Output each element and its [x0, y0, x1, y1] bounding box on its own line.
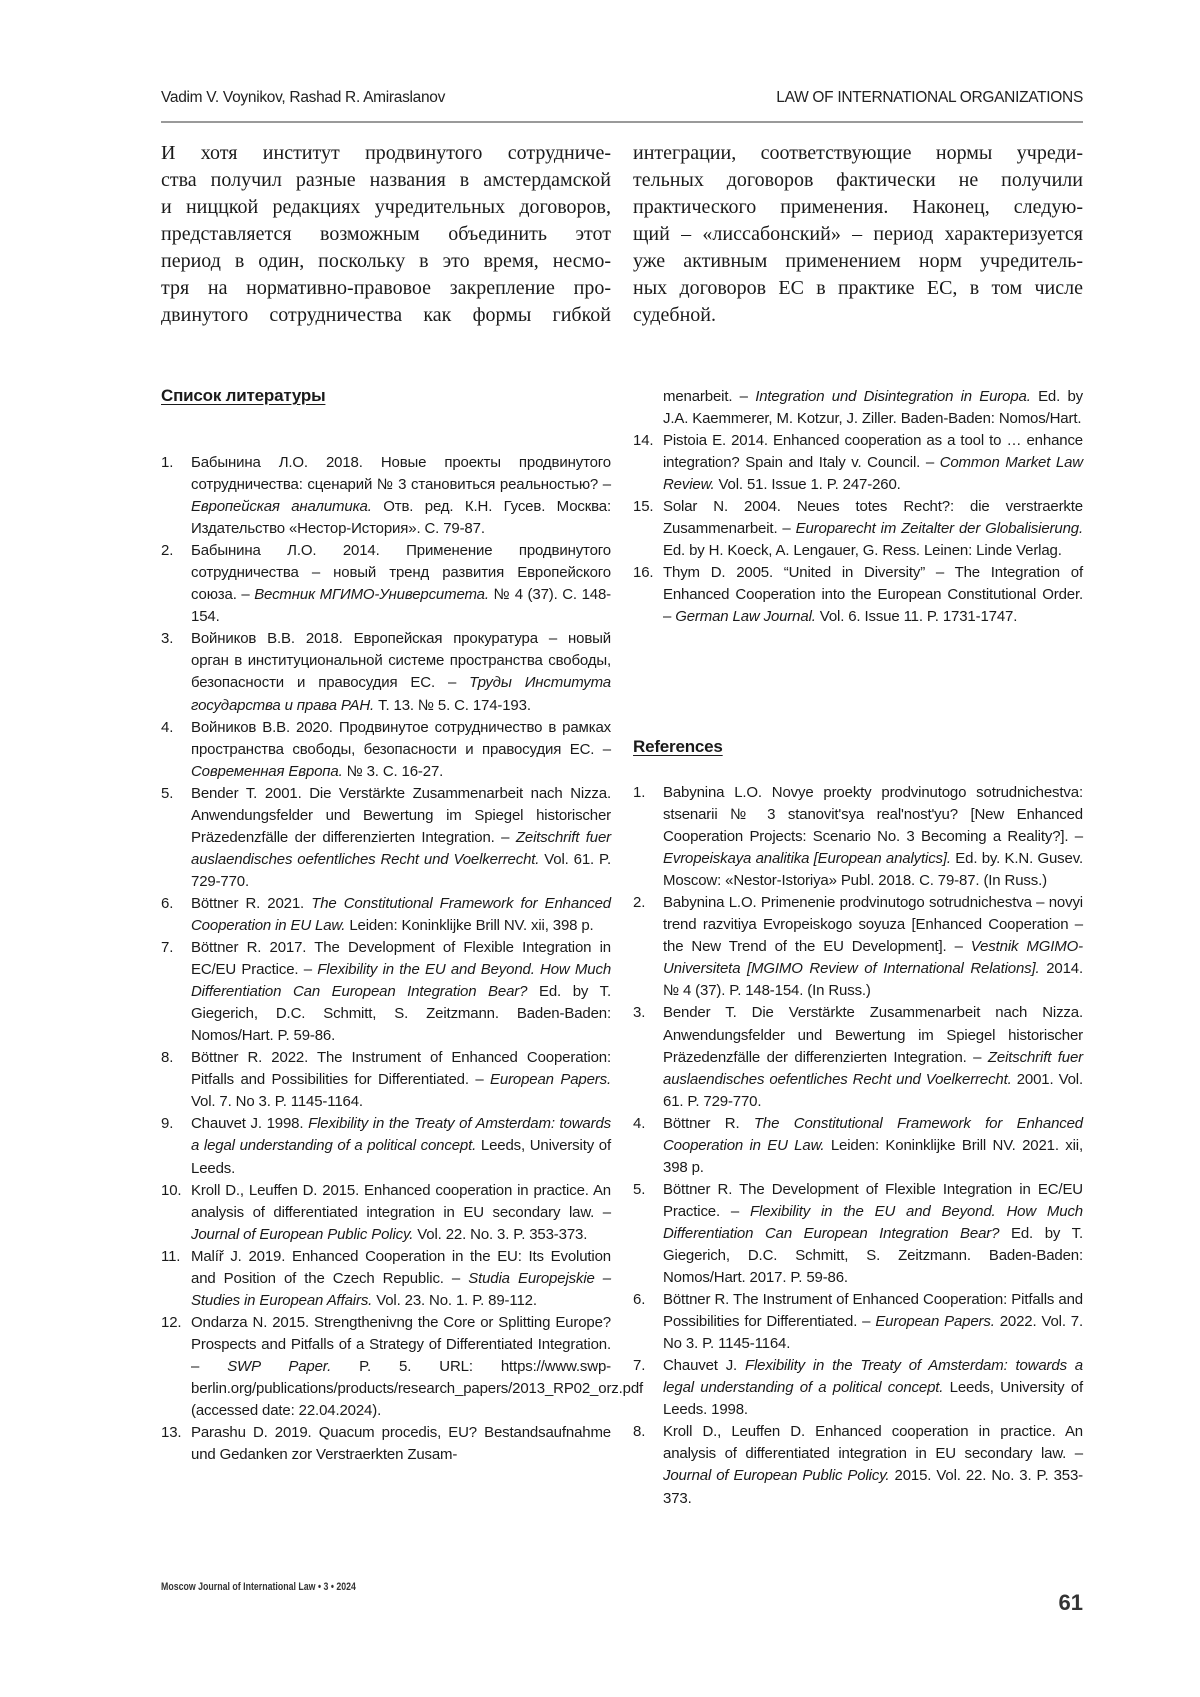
bibliography-list-ru: [161, 452, 611, 1466]
reference-item: [161, 452, 611, 540]
body-text-line: период в один, поскольку в это время, несмо-: [161, 248, 611, 275]
citation-text: Ed. by. K.N. Gusev. Moscow: «Nestor-Istoriya» Publ. 2018. C. 79-87. (In Russ.): [663, 850, 1083, 889]
reference-number: 4.: [161, 717, 173, 739]
reference-text: [663, 432, 1083, 493]
reference-text: [191, 454, 611, 537]
reference-number: 6.: [633, 1289, 645, 1311]
citation-text: Chauvet J.: [663, 1357, 745, 1374]
footer-journal-info: Moscow Journal of International Law • 3 • 2024: [161, 1581, 356, 1593]
body-text-line: ных договоров ЕС в практике ЕС, в том числе: [633, 275, 1083, 302]
citation-source-title: SWP Paper.: [227, 1358, 331, 1375]
reference-item: [633, 496, 1083, 562]
citation-source-title: Zeitschrift fuer auslaendisches oefentliches Recht und Voelkerrecht.: [663, 1049, 1083, 1088]
reference-item: [633, 1113, 1083, 1179]
reference-number: 5.: [161, 783, 173, 805]
header-divider: [161, 121, 1083, 123]
reference-number: 1.: [633, 782, 645, 804]
citation-source-title: Труды Института государства и права РАН.: [191, 674, 611, 713]
citation-text: Leiden: Koninklijke Brill NV. xii, 398 p.: [345, 917, 593, 934]
citation-source-title: German Law Journal.: [675, 608, 816, 625]
reference-item: [161, 628, 611, 716]
citation-text: Vol. 61. P. 729-770.: [191, 851, 611, 890]
citation-text: Ed. by T. Giegerich, D.C. Schmitt, S. Zeitzmann. Baden-Baden: Nomos/Hart. P. 59-86.: [191, 983, 611, 1044]
reference-text: [191, 1248, 611, 1309]
reference-number: 2.: [633, 892, 645, 914]
reference-item: [633, 1289, 1083, 1355]
reference-text: [191, 1424, 611, 1463]
body-text-line: И хотя институт продвинутого сотрудниче-: [161, 140, 611, 167]
reference-text: [663, 894, 1083, 999]
reference-list-continued: [633, 430, 1083, 628]
citation-text: 2001. Vol. 61. P. 729-770.: [663, 1071, 1083, 1110]
reference-number: 7.: [633, 1355, 645, 1377]
citation-source-title: Common Market Law Review.: [663, 454, 1083, 493]
citation-text: Leeds, University of Leeds. 1998.: [663, 1379, 1083, 1418]
reference-item: [161, 937, 611, 1047]
citation-text: Vol. 6. Issue 11. P. 1731-1747.: [816, 608, 1017, 625]
reference-item: [633, 892, 1083, 1002]
citation-text: Kroll D., Leuffen D. Enhanced cooperation in practice. An analysis of differentiated integration in EU secondary law. –: [663, 1423, 1083, 1462]
reference-number: 16.: [633, 562, 653, 584]
running-header-authors: Vadim V. Voynikov, Rashad R. Amiraslanov: [161, 89, 445, 107]
reference-item: [633, 1002, 1083, 1112]
body-text-right-column: [633, 140, 1083, 329]
reference-item: [633, 782, 1083, 892]
body-text-line: и ниццкой редакциях учредительных договоров,: [161, 194, 611, 221]
reference-number: 15.: [633, 496, 653, 518]
references-heading-en: References: [633, 737, 723, 757]
reference-text: [663, 1115, 1083, 1176]
citation-source-title: Вестник МГИМО-Университета.: [254, 586, 489, 603]
reference-item: [161, 1246, 611, 1312]
reference-text: [191, 785, 611, 890]
reference-number: 11.: [161, 1246, 180, 1268]
body-text-line: представляется возможным объединить этот: [161, 221, 611, 248]
citation-text: Войников В.В. 2020. Продвинутое сотрудничество в рамках пространства свободы, безопасности и правосудия ЕС. –: [191, 719, 611, 758]
reference-number: 8.: [633, 1421, 645, 1443]
reference-item: [161, 1422, 611, 1466]
reference-number: 13.: [161, 1422, 181, 1444]
reference-text: [663, 1357, 1083, 1418]
body-text-line: уже активным применением норм учредитель-: [633, 248, 1083, 275]
citation-text: Böttner R. 2022. The Instrument of Enhanced Cooperation: Pitfalls and Possibilities for Differentiated. –: [191, 1049, 611, 1088]
citation-text: Vol. 23. No. 1. P. 89-112.: [372, 1292, 537, 1309]
citation-text: Ed. by H. Koeck, A. Lengauer, G. Ress. Leinen: Linde Verlag.: [663, 542, 1062, 559]
citation-text: Parashu D. 2019. Quacum procedis, EU? Bestandsaufnahme und Gedanken zor Verstraerkten Zusam-: [191, 1424, 611, 1463]
citation-text: Войников В.В. 2018. Европейская прокуратура – новый орган в институциональной системе пространства свободы, безопасности и правосудия ЕС. –: [191, 630, 611, 691]
citation-text: 2014. № 4 (37). P. 148-154. (In Russ.): [663, 960, 1083, 999]
citation-text: Solar N. 2004. Neues totes Recht?: die verstraerkte Zusammenarbeit. –: [663, 498, 1083, 537]
citation-text: Отв. ред. К.Н. Гусев. Москва: Издательство «Нестор-История». С. 79-87.: [191, 498, 611, 537]
citation-text: Бабынина Л.О. 2014. Применение продвинутого сотрудничества – новый тренд развития Европейского союза. –: [191, 542, 611, 603]
body-text-line: ства получил разные названия в амстердамской: [161, 167, 611, 194]
reference-number: 7.: [161, 937, 173, 959]
citation-source-title: The Constitutional Framework for Enhanced Cooperation in EU Law.: [191, 895, 611, 934]
reference-item: [633, 430, 1083, 496]
body-text-line: практического применения. Наконец, следую-: [633, 194, 1083, 221]
citation-text: Ed. by T. Giegerich, D.C. Schmitt, S. Zeitzmann. Baden-Baden: Nomos/Hart. 2017. P. 59-86.: [663, 1225, 1083, 1286]
reference-number: 5.: [633, 1179, 645, 1201]
reference-number: 3.: [633, 1002, 645, 1024]
citation-text: Böttner R. 2017. The Development of Flexible Integration in EC/EU Practice. –: [191, 939, 611, 978]
reference-text: [663, 1423, 1083, 1506]
citation-text: Bender T. 2001. Die Verstärkte Zusammenarbeit nach Nizza. Anwendungsfelder und Bewertung im Spiegel historischer Präzedenzfälle der differenzierten Integration. –: [191, 785, 611, 846]
reference-number: 3.: [161, 628, 173, 650]
citation-text: Leiden: Koninklijke Brill NV. 2021. xii, 398 p.: [663, 1137, 1083, 1176]
body-text-line: судебной.: [633, 302, 1083, 329]
reference-text: [191, 719, 611, 780]
citation-source-title: Integration und Disintegration in Europa.: [755, 388, 1031, 405]
body-text-line: щий – «лиссабонский» – период характеризуется: [633, 221, 1083, 248]
citation-text: 2022. Vol. 7. No 3. P. 1145-1164.: [663, 1313, 1083, 1352]
citation-source-title: Flexibility in the EU and Beyond. How Much Differentiation Can European Integration Bear?: [191, 961, 611, 1000]
reference-text: [191, 542, 611, 625]
reference-item: [633, 1355, 1083, 1421]
citation-text: P. 5. URL: https://www.swp-berlin.org/publications/products/research_papers/2013_RP02_orz.pdf (accessed date: 22.04.2024).: [191, 1358, 643, 1419]
citation-source-title: Studia Europejskie – Studies in European Affairs.: [191, 1270, 611, 1309]
citation-text: Babynina L.O. Novye proekty prodvinutogo sotrudnichestva: stsenarii № 3 stanovit'sya real'nost'yu? [New Enhanced Cooperation Projects: Scenario No. 3 Becoming a Reality?]. –: [663, 784, 1083, 845]
reference-number: 12.: [161, 1312, 181, 1334]
citation-text: Böttner R. The Instrument of Enhanced Cooperation: Pitfalls and Possibilities for Differentiated. –: [663, 1291, 1083, 1330]
citation-source-title: Zeitschrift fuer auslaendisches oefentliches Recht und Voelkerrecht.: [191, 829, 611, 868]
reference-text: [663, 784, 1083, 889]
citation-text: Böttner R. 2021.: [191, 895, 311, 912]
citation-text: № 3. С. 16-27.: [343, 763, 444, 780]
reference-text: [191, 630, 611, 713]
body-text-line: тря на нормативно-правовое закрепление про-: [161, 275, 611, 302]
citation-text: Vol. 51. Issue 1. P. 247-260.: [714, 476, 900, 493]
citation-text: Böttner R.: [663, 1115, 754, 1132]
reference-number: 1.: [161, 452, 173, 474]
reference-text: [191, 1115, 611, 1176]
page-number: 61: [1059, 1590, 1083, 1616]
reference-number: 4.: [633, 1113, 645, 1135]
citation-source-title: The Constitutional Framework for Enhanced Cooperation in EU Law.: [663, 1115, 1083, 1154]
citation-source-title: Journal of European Public Policy.: [663, 1467, 889, 1484]
reference-item: [633, 562, 1083, 628]
reference-number: 10.: [161, 1180, 181, 1202]
reference-number: 6.: [161, 893, 173, 915]
reference-text: [663, 1291, 1083, 1352]
reference-text: [663, 1004, 1083, 1109]
citation-source-title: Evropeiskaya analitika [European analytics].: [663, 850, 951, 867]
citation-source-title: Современная Европа.: [191, 763, 343, 780]
reference-number: 8.: [161, 1047, 173, 1069]
citation-text: Bender T. Die Verstärkte Zusammenarbeit nach Nizza. Anwendungsfelder und Bewertung im Spiegel historischer Präzedenzfälle der differenzierten Integration. –: [663, 1004, 1083, 1065]
reference-number: 14.: [633, 430, 653, 452]
reference-text: [191, 1049, 611, 1110]
reference-text: [191, 939, 611, 1044]
citation-text: Leeds, University of Leeds.: [191, 1137, 611, 1176]
citation-text: Vol. 22. No. 3. P. 353-373.: [413, 1226, 587, 1243]
reference-text: [663, 564, 1083, 625]
reference-item: [161, 1113, 611, 1179]
references-list-en: [633, 782, 1083, 1510]
reference-text: [663, 498, 1083, 559]
reference-item: [633, 1179, 1083, 1289]
citation-text: Kroll D., Leuffen D. 2015. Enhanced cooperation in practice. An analysis of differentiated integration in EU secondary law. –: [191, 1182, 611, 1221]
citation-text: Ondarza N. 2015. Strengthenivng the Core or Splitting Europe? Prospects and Pitfalls of a Strategy of Differentiated Integration. –: [191, 1314, 611, 1375]
citation-text: Ed. by J.A. Kaemmerer, M. Kotzur, J. Ziller. Baden-Baden: Nomos/Hart.: [663, 388, 1083, 427]
reference-item: [161, 1312, 611, 1422]
bibliography-list-ru-continued: [633, 386, 1083, 629]
body-text-line: тельных договоров фактически не получили: [633, 167, 1083, 194]
reference-text: [191, 895, 611, 934]
body-text-left-column: [161, 140, 611, 329]
reference-item: [161, 540, 611, 628]
citation-source-title: Europarecht im Zeitalter der Globalisierung.: [796, 520, 1083, 537]
citation-text: Vol. 7. No 3. P. 1145-1164.: [191, 1093, 363, 1110]
running-header-section: LAW OF INTERNATIONAL ORGANIZATIONS: [776, 89, 1083, 107]
reference-number: 9.: [161, 1113, 173, 1135]
citation-source-title: European Papers.: [490, 1071, 611, 1088]
bibliography-heading-ru: Список литературы: [161, 386, 325, 406]
citation-text: Thym D. 2005. “United in Diversity” – The Integration of Enhanced Cooperation into the European Constitutional Order. –: [663, 564, 1083, 625]
body-text-line: интеграции, соответствующие нормы учреди-: [633, 140, 1083, 167]
citation-text: Бабынина Л.О. 2018. Новые проекты продвинутого сотрудничества: сценарий № 3 становиться реальностью? –: [191, 454, 611, 493]
citation-source-title: Flexibility in the EU and Beyond. How Much Differentiation Can European Integration Bear?: [663, 1203, 1083, 1242]
body-text-line: двинутого сотрудничества как формы гибкой: [161, 302, 611, 329]
reference-item: [161, 1180, 611, 1246]
citation-text: № 4 (37). С. 148-154.: [191, 586, 611, 625]
reference-item: [161, 783, 611, 893]
citation-text: Pistoia E. 2014. Enhanced cooperation as a tool to … enhance integration? Spain and Italy v. Council. –: [663, 432, 1083, 471]
citation-text: Malíř J. 2019. Enhanced Cooperation in the EU: Its Evolution and Position of the Czech Republic. –: [191, 1248, 611, 1287]
citation-text: Chauvet J. 1998.: [191, 1115, 308, 1132]
reference-item: [161, 717, 611, 783]
citation-text: 2015. Vol. 22. No. 3. P. 353-373.: [663, 1467, 1083, 1506]
reference-item: [633, 1421, 1083, 1509]
citation-source-title: Flexibility in the Treaty of Amsterdam: towards a legal understanding of a political concept.: [663, 1357, 1083, 1396]
reference-text: [191, 1182, 611, 1243]
reference-item-continued: [633, 386, 1083, 430]
citation-source-title: Flexibility in the Treaty of Amsterdam: towards a legal understanding of a political concept.: [191, 1115, 611, 1154]
citation-source-title: Vestnik MGIMO-Universiteta [MGIMO Review of International Relations].: [663, 938, 1083, 977]
citation-text: Т. 13. № 5. С. 174-193.: [374, 697, 531, 714]
reference-text: [191, 1314, 643, 1419]
reference-text: [663, 1181, 1083, 1286]
reference-item: [161, 893, 611, 937]
citation-text: Babynina L.O. Primenenie prodvinutogo sotrudnichestva – novyi trend razvitiya Evropeiskogo soyuza [Enhanced Cooperation – the New Trend of the EU Development]. –: [663, 894, 1083, 955]
citation-text: menarbeit. –: [663, 388, 755, 405]
citation-source-title: European Papers.: [875, 1313, 994, 1330]
reference-item: [161, 1047, 611, 1113]
citation-source-title: Европейская аналитика.: [191, 498, 372, 515]
citation-text: Böttner R. The Development of Flexible Integration in EC/EU Practice. –: [663, 1181, 1083, 1220]
reference-number: 2.: [161, 540, 173, 562]
citation-source-title: Journal of European Public Policy.: [191, 1226, 413, 1243]
